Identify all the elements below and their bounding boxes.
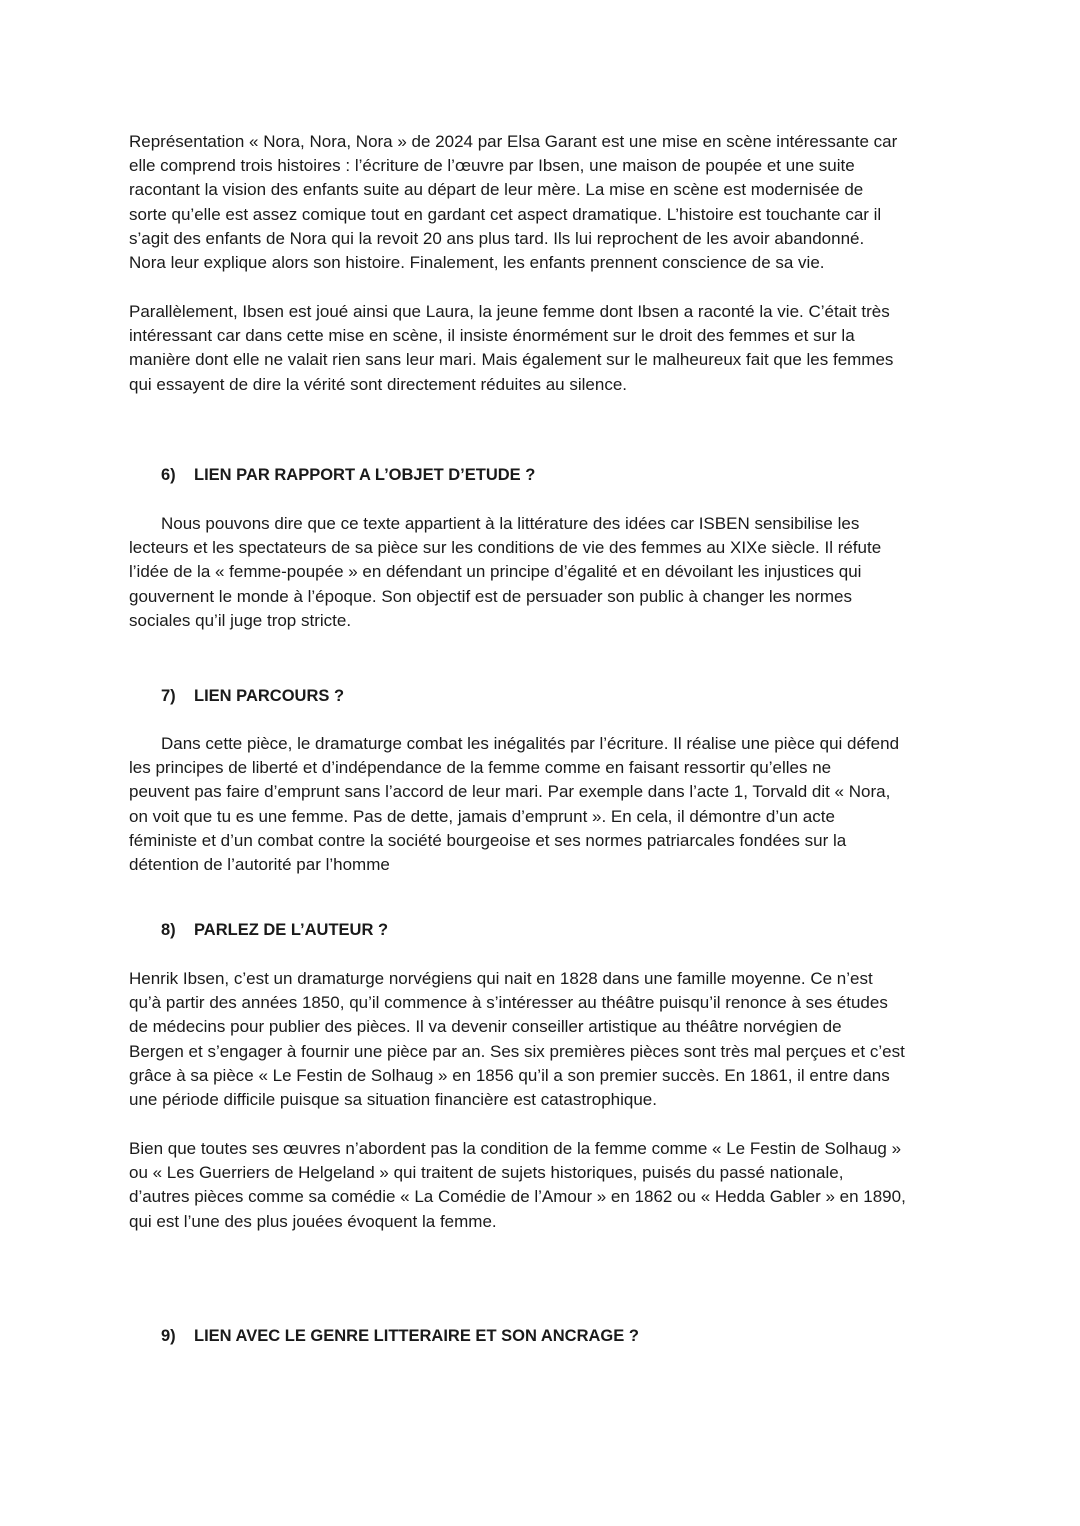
section-heading-6 — [161, 463, 535, 487]
section-title: LIEN PARCOURS ? — [194, 687, 345, 705]
section-title: LIEN AVEC LE GENRE LITTERAIRE ET SON ANCRAGE ? — [194, 1327, 639, 1345]
section-heading-7 — [161, 684, 344, 708]
section-number: 9) — [161, 1327, 176, 1345]
paragraph-representation: Représentation « Nora, Nora, Nora » de 2024 par Elsa Garant est une mise en scène intéressante car elle comprend trois histoires : l’écriture de l’œuvre par Ibsen, une maison de poupée et une suite racontant la vision des enfants suite au départ de leur mère. La mise en scène est modernisée de sorte qu’elle est assez comique tout en gardant cet aspect dramatique. L’histoire est touchante car il s’agit des enfants de Nora qui la revoit 20 ans plus tard. Ils lui reprochent de les avoir abandonné. Nora leur explique alors son histoire. Finalement, les enfants prennent conscience de sa vie. — [129, 132, 898, 273]
section-number: 8) — [161, 921, 176, 939]
paragraph-parallelement: Parallèlement, Ibsen est joué ainsi que Laura, la jeune femme dont Ibsen a raconté la vie. C’était très intéressant car dans cette mise en scène, il insiste énormément sur le droit des femmes et sur la manière dont elle ne valait rien sans leur mari. Mais également sur le malheureux fait que les femmes qui essayent de dire la vérité sont directement réduites au silence. — [129, 302, 894, 394]
paragraph-oeuvres: Bien que toutes ses œuvres n’abordent pas la condition de la femme comme « Le Festin de Solhaug » ou « Les Guerriers de Helgeland » qui traitent de sujets historiques, puisés du passé nationale, d’autres pièces comme sa comédie « La Comédie de l’Amour » en 1862 ou « Hedda Gabler » en 1890, qui est l’une des plus jouées évoquent la femme. — [129, 1139, 906, 1231]
section-heading-8 — [161, 918, 388, 942]
section-heading-9 — [161, 1324, 639, 1348]
paragraph-auteur: Henrik Ibsen, c’est un dramaturge norvégiens qui nait en 1828 dans une famille moyenne. Ce n’est qu’à partir des années 1850, qu’il commence à s’intéresser au théâtre puisqu’il renonce à ses études de médecins pour publier des pièces. Il va devenir conseiller artistique au théâtre norvégien de Bergen et s’engager à fournir une pièce par an. Ses six premières pièces sont très mal perçues et c’est grâce à sa pièce « Le Festin de Solhaug » en 1856 qu’il a son premier succès. En 1861, il entre dans une période difficile puisque sa situation financière est catastrophique. — [129, 969, 905, 1110]
section-title: LIEN PAR RAPPORT A L’OBJET D’ETUDE ? — [194, 466, 536, 484]
section-title: PARLEZ DE L’AUTEUR ? — [194, 921, 389, 939]
section-number: 6) — [161, 466, 176, 484]
section-number: 7) — [161, 687, 176, 705]
paragraph-parcours: Dans cette pièce, le dramaturge combat les inégalités par l’écriture. Il réalise une pièce qui défend les principes de liberté et d’indépendance de la femme comme en faisant ressortir qu’elles ne peuvent pas faire d’emprunt sans l’accord de leur mari. Par exemple dans l’acte 1, Torvald dit « Nora, on voit que tu es une femme. Pas de dette, jamais d’emprunt ». En cela, il démontre d’un acte féministe et d’un combat contre la société bourgeoise et ses normes patriarcales fondées sur la détention de l’autorité par l’homme — [129, 734, 900, 875]
paragraph-objet-etude: Nous pouvons dire que ce texte appartient à la littérature des idées car ISBEN sensibilise les lecteurs et les spectateurs de sa pièce sur les conditions de vie des femmes au XIXe siècle. Il réfute l’idée de la « femme-poupée » en défendant un principe d’égalité et en dévoilant les injustices qui gouvernent le monde à l’époque. Son objectif est de persuader son public à changer les normes sociales qu’il juge trop stricte. — [129, 514, 882, 630]
